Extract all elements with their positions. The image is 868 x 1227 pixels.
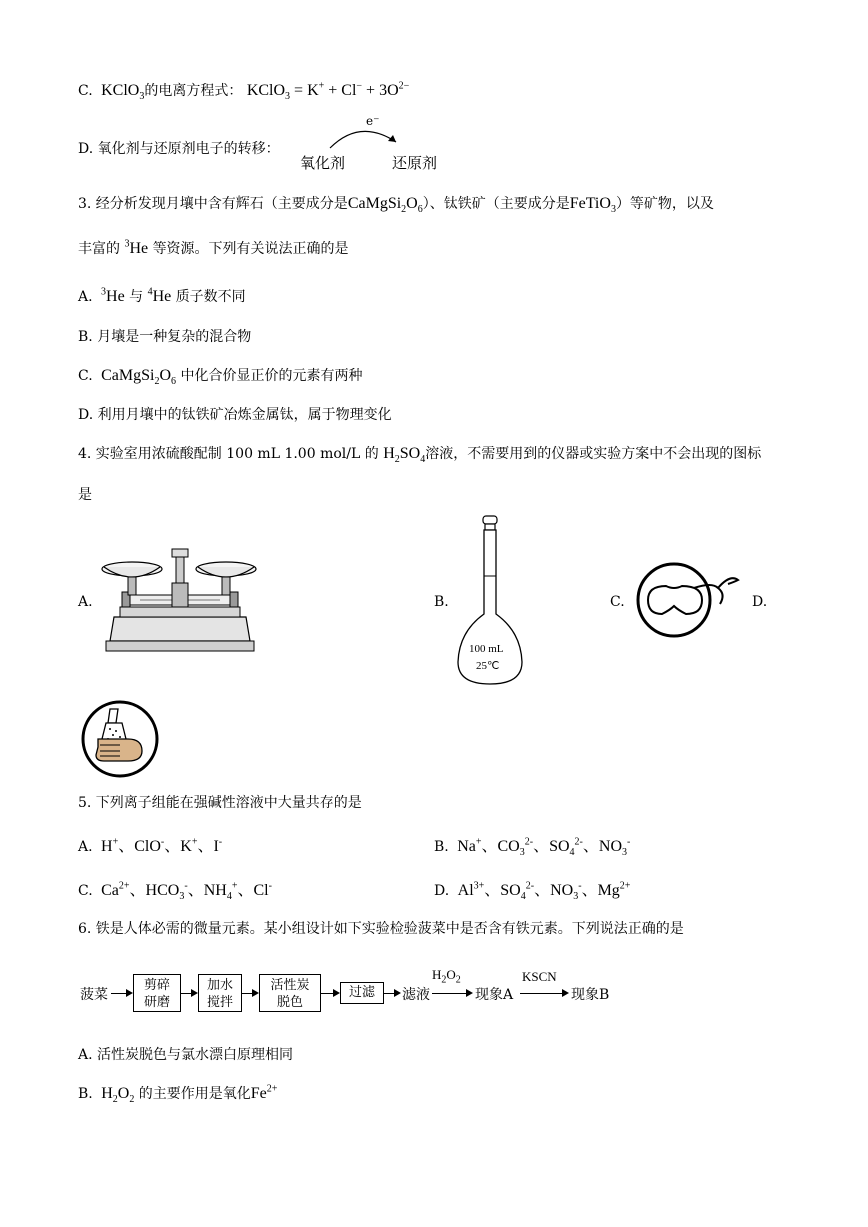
option-letter: A. — [78, 289, 93, 305]
flow-arrow — [432, 993, 468, 994]
q3-stem-part: ）等矿物，以及 — [615, 196, 714, 212]
q3-option-d: D. 利用月壤中的钛铁矿冶炼金属钛，属于物理变化 — [78, 407, 392, 423]
ionization-equation: KClO$_3$ = $K^+ + Cl^- + 3O^{2-}$ — [246, 80, 410, 103]
q3-option-c — [78, 365, 362, 387]
q3-option-a — [78, 286, 246, 306]
kclo3-formula: KClO$_3$ — [97, 82, 145, 103]
kscn-reagent: KSCN — [522, 969, 557, 984]
q6-option-b — [78, 1083, 277, 1105]
wash-hands-icon — [80, 699, 160, 779]
q4-option-a-letter: A. — [78, 594, 93, 610]
flow-arrow-head — [394, 989, 401, 997]
option-letter: C. — [78, 883, 93, 899]
option-letter: C. — [78, 83, 93, 99]
q6-optb-tail: 的主要作用是氧化 — [138, 1086, 251, 1102]
q3-stem-part: 丰富的 — [78, 241, 120, 257]
he3-symbol: $^3$He — [101, 286, 125, 305]
flow-arrow-head — [191, 989, 198, 997]
pyroxene-formula: $CaMgSi_2O_6$ — [97, 367, 177, 388]
he4-symbol: $^4$He — [147, 286, 172, 305]
q4-stem-part: 溶液，不需要用到的仪器或实验方案中不会出现的图标 — [425, 446, 762, 462]
option-letter: C. — [78, 368, 93, 384]
reductant-label: 还原剂 — [392, 154, 438, 172]
balance-scale-icon — [100, 545, 260, 657]
flow-start-spinach: 菠菜 — [80, 987, 108, 1003]
q3-option-b: B. 月壤是一种复杂的混合物 — [78, 329, 252, 345]
flow-arrow-head — [466, 989, 473, 997]
q2-optc-label: 的电离方程式： — [144, 83, 243, 99]
q4-stem-part: 4. 实验室用浓硫酸配制 100 mL 1.00 mol/L 的 — [78, 446, 379, 462]
fe2-ion: $Fe^{2+}$ — [250, 1083, 278, 1102]
q4-stem-line2: 是 — [78, 487, 92, 503]
q3-opta-mid: 与 — [129, 289, 144, 305]
oxidant-label: 氧化剂 — [300, 154, 346, 172]
q5-option-c — [78, 877, 272, 902]
q3-stem-line2 — [78, 238, 349, 258]
result-a-label: 现象A — [475, 987, 514, 1003]
flow-arrow-head — [126, 989, 133, 997]
ion-group-b: Na+、$CO_3^{2-}$、$SO_4^{2-}$、$NO_3^-$ — [453, 836, 631, 859]
q6-stem: 6. 铁是人体必需的微量元素。某小组设计如下实验检验菠菜中是否含有铁元素。下列说法正确的是 — [78, 921, 684, 937]
ion-group-a: H+、ClO-、K+、I- — [97, 836, 223, 855]
h2o2-reagent: $H_2O_2$ — [432, 967, 461, 986]
option-letter: A. — [78, 839, 93, 855]
step-box-filter: 过滤 — [340, 982, 384, 1004]
q3-opta-tail: 质子数不同 — [175, 289, 246, 305]
q2-optd-label: 氧化剂与还原剂电子的转移： — [97, 141, 280, 157]
step-label: 剪碎 — [143, 978, 170, 993]
step-label: 研磨 — [143, 995, 170, 1010]
q3-stem-part: 3. 经分析发现月壤中含有辉石（主要成分是 — [78, 196, 348, 212]
q5-option-d — [434, 877, 630, 902]
q2-option-c — [78, 80, 409, 102]
q2-option-d — [78, 138, 280, 158]
q5-option-a — [78, 833, 222, 856]
flask-temperature-label: 25℃ — [476, 660, 500, 672]
flow-arrow — [520, 993, 564, 994]
q3-optc-tail: 中化合价显正价的元素有两种 — [180, 368, 363, 384]
flow-arrow-head — [252, 989, 259, 997]
q4-stem-line1 — [78, 443, 761, 465]
step-label: 加水 — [206, 978, 233, 993]
option-letter: B. — [78, 1086, 93, 1102]
step-label: 脱色 — [276, 995, 303, 1010]
ion-group-d: $Al^{3+}$、$SO_4^{2-}$、$NO_3^-$、$Mg^{2+}$ — [453, 880, 631, 903]
q6-option-a: A. 活性炭脱色与氯水漂白原理相同 — [78, 1047, 294, 1063]
h2o2-formula: $H_2O_2$ — [97, 1085, 135, 1106]
q4-option-c-letter: C. — [610, 594, 625, 610]
filtrate-label: 滤液 — [402, 987, 430, 1003]
he3-symbol: $^3$He — [124, 238, 149, 257]
step-label: 活性炭 — [270, 978, 310, 993]
pyroxene-formula: $CaMgSi_2O_6$ — [347, 195, 423, 216]
step-box-decolor — [259, 974, 321, 1012]
flow-arrow — [111, 993, 127, 994]
flask-volume-label: 100 mL — [469, 643, 504, 655]
q5-stem: 5. 下列离子组能在强碱性溶液中大量共存的是 — [78, 795, 362, 811]
electron-label: e⁻ — [366, 114, 380, 128]
flow-arrow-head — [562, 989, 569, 997]
result-b-label: 现象B — [571, 987, 610, 1003]
safety-goggles-icon — [634, 560, 744, 640]
q4-option-b-letter: B. — [434, 594, 449, 610]
step-label: 搅拌 — [206, 995, 233, 1010]
flow-arrow-head — [333, 989, 340, 997]
q5-option-b — [434, 833, 630, 858]
step-box-stir — [198, 974, 242, 1012]
ion-group-c: $Ca^{2+}$、$HCO_3^-$、$NH_4^+$、Cl- — [97, 880, 272, 903]
sulfuric-acid-formula: $H_2SO_4$ — [383, 445, 426, 466]
q3-stem-part: ）、钛铁矿（主要成分是 — [422, 196, 570, 212]
option-letter: D. — [78, 141, 94, 157]
option-letter: D. — [434, 883, 450, 899]
step-box-grind — [133, 974, 181, 1012]
q3-stem-line1 — [78, 193, 714, 215]
q4-option-d-letter: D. — [752, 594, 768, 610]
option-letter: B. — [434, 839, 449, 855]
ilmenite-formula: FeTiO$_3$ — [569, 195, 616, 216]
q3-stem-part: 等资源。下列有关说法正确的是 — [152, 241, 349, 257]
